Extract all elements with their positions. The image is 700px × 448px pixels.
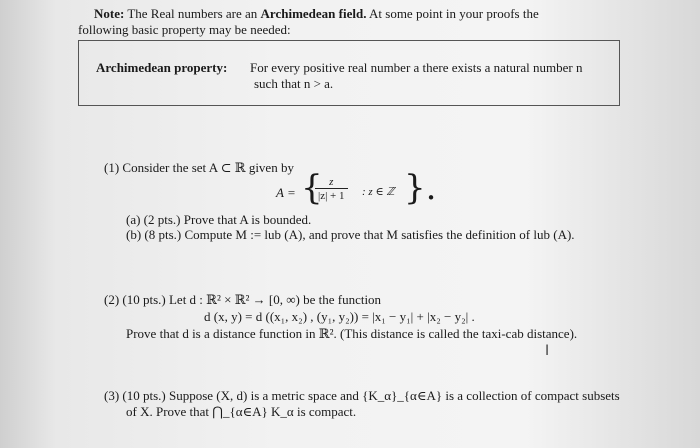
q1-fraction-numerator: z	[315, 176, 348, 189]
q1-set-lhs: A =	[276, 185, 296, 200]
archimedean-field-term: Archimedean field.	[260, 6, 367, 21]
q1-intro: (1) Consider the set A ⊂ ℝ given by	[104, 160, 294, 175]
note-text-rest: At some point in your proofs the	[369, 6, 539, 21]
q1-right-brace: }.	[404, 168, 437, 208]
note-label: Note:	[94, 6, 125, 21]
q1-part-b: (b) (8 pts.) Compute M := lub (A), and prove that M satisfies the definition of lub (A).	[126, 227, 575, 242]
note-line-2: following basic property may be needed:	[78, 22, 291, 37]
q3-line-1: (3) (10 pts.) Suppose (X, d) is a metric space and {K_α}_{α∈A} is a collection of compact subsets	[104, 388, 620, 403]
text-cursor-icon: I	[545, 343, 550, 359]
q1-set-condition: : z ∈ ℤ	[362, 186, 395, 198]
archimedean-property-label: Archimedean property:	[96, 60, 228, 75]
archimedean-property-line-2: such that n > a.	[254, 76, 334, 91]
note-text: The Real numbers are an	[127, 6, 258, 21]
q2-prove: Prove that d is a distance function in ℝ². (This distance is called the taxi-cab distance).	[126, 326, 578, 341]
q2-intro: (2) (10 pts.) Let d : ℝ² × ℝ² → [0, ∞) be the function	[104, 292, 382, 307]
q3-line-2: of X. Prove that ⋂_{α∈A} K_α is compact.	[126, 404, 357, 419]
q1-part-a: (a) (2 pts.) Prove that A is bounded.	[126, 212, 312, 227]
note-line-1	[94, 6, 539, 21]
q1-fraction	[315, 176, 348, 202]
q2-formula: d (x, y) = d ((x₁, x₂) , (y₁, y₂)) = |x₁ − y₁| + |x₂ − y₂| .	[204, 309, 475, 324]
q1-left-brace: {	[301, 168, 323, 208]
q1-fraction-denominator: |z| + 1	[318, 190, 345, 202]
archimedean-property-line-1: For every positive real number a there exists a natural number n	[250, 60, 583, 75]
